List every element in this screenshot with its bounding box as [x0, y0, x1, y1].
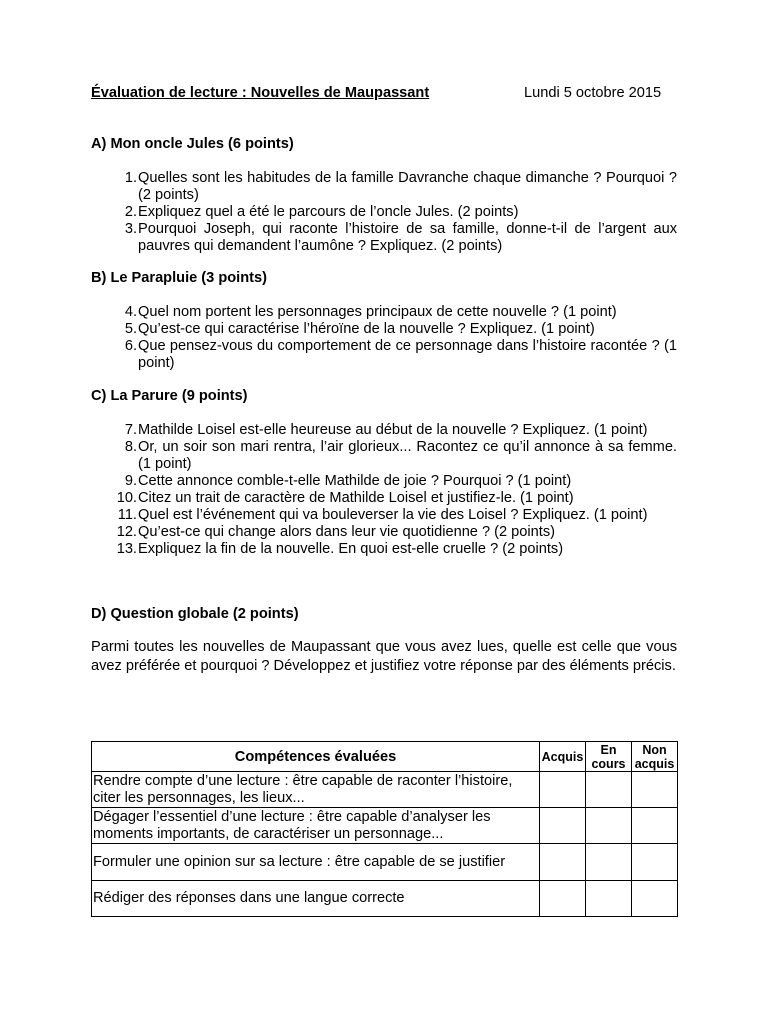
question-list-c	[91, 422, 677, 558]
question-text: Que pensez-vous du comportement de ce personnage dans l’histoire racontée ? (1 point)	[138, 338, 677, 371]
question-text: Quelles sont les habitudes de la famille Davranche chaque dimanche ? Pourquoi ? (2 points)	[138, 170, 677, 203]
question-item	[91, 524, 677, 541]
table-row	[92, 808, 678, 844]
question-text: Citez un trait de caractère de Mathilde Loisel et justifiez-le. (1 point)	[138, 490, 574, 506]
question-item	[91, 204, 677, 221]
header	[91, 85, 677, 105]
question-item	[91, 221, 677, 255]
en-cours-cell[interactable]	[586, 881, 632, 917]
question-text: Quel est l’événement qui va bouleverser la vie des Loisel ? Expliquez. (1 point)	[138, 507, 648, 523]
header-en-cours: En cours	[586, 742, 632, 772]
question-number: 9.	[124, 473, 137, 489]
question-number: 5.	[124, 321, 137, 337]
competence-label: Rédiger des réponses dans une langue correcte	[92, 881, 540, 917]
question-number: 4.	[124, 304, 137, 320]
question-text: Qu’est-ce qui change alors dans leur vie quotidienne ? (2 points)	[138, 524, 555, 540]
non-acquis-cell[interactable]	[632, 844, 678, 881]
global-question-text: Parmi toutes les nouvelles de Maupassant que vous avez lues, quelle est celle que vous avez préférée et pourquoi ? Développez et justifiez votre réponse par des éléments précis.	[91, 639, 677, 674]
question-list-a	[91, 170, 677, 255]
question-number: 11.	[117, 507, 137, 523]
question-item	[91, 507, 677, 524]
competence-label: Dégager l’essentiel d’une lecture : être capable d’analyser les moments importants, de caractériser un personnage...	[92, 808, 540, 844]
question-text: Or, un soir son mari rentra, l’air glorieux... Racontez ce qu’il annonce à sa femme. (1 point)	[138, 439, 677, 472]
table-row	[92, 881, 678, 917]
question-text: Quel nom portent les personnages principaux de cette nouvelle ? (1 point)	[138, 304, 617, 320]
competence-label: Formuler une opinion sur sa lecture : être capable de se justifier	[92, 844, 540, 881]
header-non-acquis: Non acquis	[632, 742, 678, 772]
non-acquis-cell[interactable]	[632, 881, 678, 917]
question-number: 6.	[124, 338, 137, 354]
document-title: Évaluation de lecture : Nouvelles de Maupassant	[91, 85, 430, 101]
header-acquis: Acquis	[540, 742, 586, 772]
question-number: 8.	[124, 439, 137, 455]
section-title-a: A) Mon oncle Jules (6 points)	[91, 136, 294, 152]
question-number: 2.	[124, 204, 137, 220]
acquis-cell[interactable]	[540, 881, 586, 917]
section-title-d: D) Question globale (2 points)	[91, 606, 299, 622]
acquis-cell[interactable]	[540, 772, 586, 808]
question-text: Mathilde Loisel est-elle heureuse au début de la nouvelle ? Expliquez. (1 point)	[138, 422, 648, 438]
section-title-c: C) La Parure (9 points)	[91, 388, 248, 404]
question-number: 7.	[124, 422, 137, 438]
question-text: Cette annonce comble-t-elle Mathilde de joie ? Pourquoi ? (1 point)	[138, 473, 572, 489]
question-number: 13.	[116, 541, 137, 557]
question-number: 12.	[116, 524, 137, 540]
question-list-b	[91, 304, 677, 372]
question-item	[91, 422, 677, 439]
header-competences: Compétences évaluées	[92, 742, 540, 772]
question-number: 10.	[116, 490, 137, 506]
question-item	[91, 170, 677, 204]
question-item	[91, 473, 677, 490]
question-item	[91, 541, 677, 558]
question-text: Pourquoi Joseph, qui raconte l’histoire de sa famille, donne-t-il de l’argent aux pauvres qui demandent l’aumône ? Expliquez. (2 points)	[138, 221, 677, 254]
section-title-b: B) Le Parapluie (3 points)	[91, 270, 267, 286]
en-cours-cell[interactable]	[586, 808, 632, 844]
table-row	[92, 772, 678, 808]
en-cours-cell[interactable]	[586, 772, 632, 808]
question-number: 3.	[124, 221, 137, 237]
table-row	[92, 844, 678, 881]
question-text: Qu’est-ce qui caractérise l’héroïne de la nouvelle ? Expliquez. (1 point)	[138, 321, 595, 337]
en-cours-cell[interactable]	[586, 844, 632, 881]
question-item	[91, 321, 677, 338]
competences-table	[91, 741, 678, 917]
non-acquis-cell[interactable]	[632, 808, 678, 844]
document-date: Lundi 5 octobre 2015	[524, 85, 662, 101]
table-header-row	[92, 742, 678, 772]
question-item	[91, 304, 677, 321]
non-acquis-cell[interactable]	[632, 772, 678, 808]
question-item	[91, 338, 677, 372]
question-text: Expliquez quel a été le parcours de l’oncle Jules. (2 points)	[138, 204, 519, 220]
question-number: 1.	[124, 170, 137, 186]
question-item	[91, 490, 677, 507]
question-text: Expliquez la fin de la nouvelle. En quoi est-elle cruelle ? (2 points)	[138, 541, 564, 557]
question-item	[91, 439, 677, 473]
acquis-cell[interactable]	[540, 844, 586, 881]
acquis-cell[interactable]	[540, 808, 586, 844]
competence-label: Rendre compte d’une lecture : être capable de raconter l’histoire, citer les personnages, les lieux...	[92, 772, 540, 808]
